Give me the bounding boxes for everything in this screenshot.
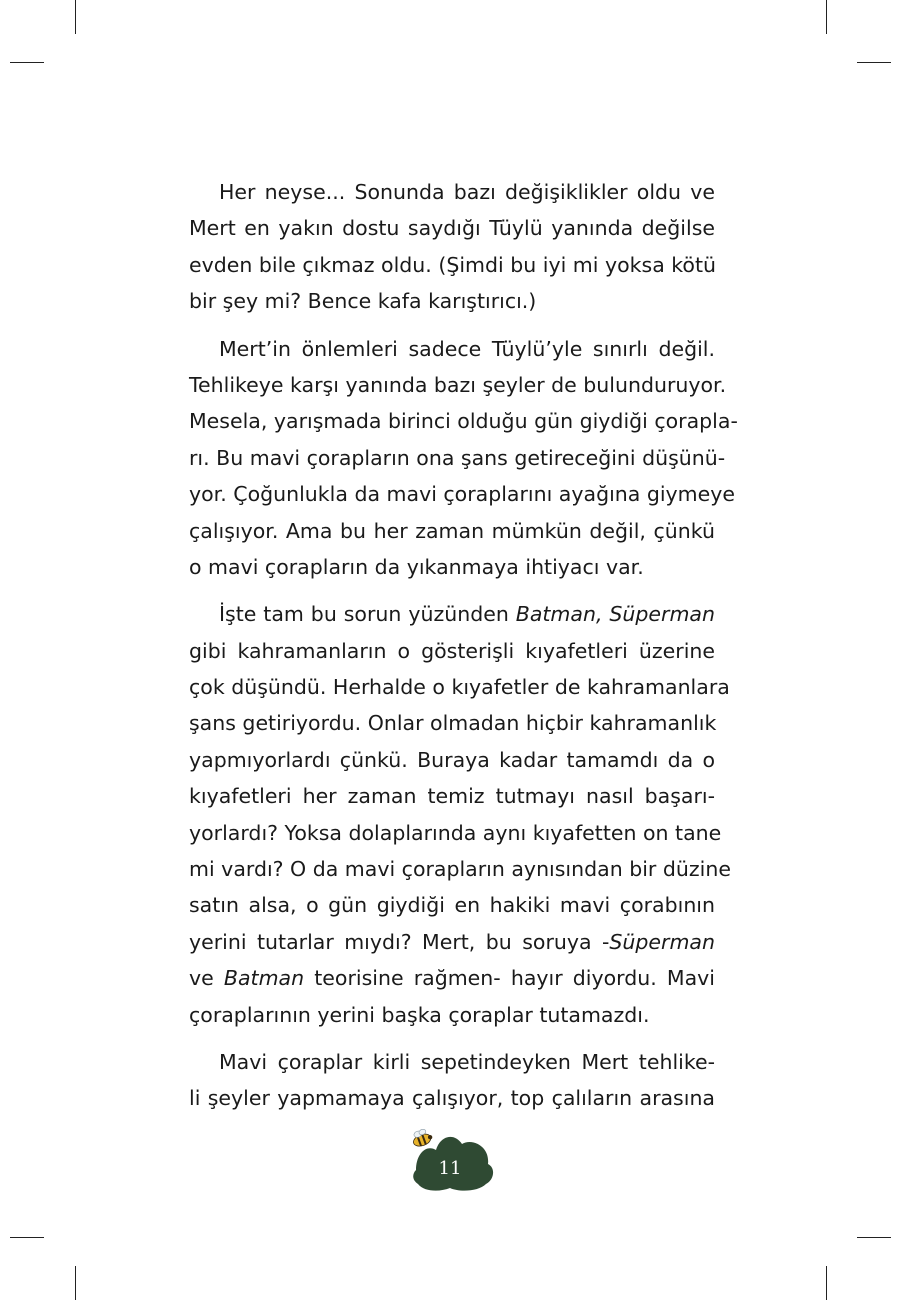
crop-mark-bottom-left bbox=[75, 1266, 76, 1300]
text-line: Tehlikeye karşı yanında bazı şeyler de bulunduruyor. bbox=[189, 372, 727, 397]
text-line: Mert’in önlemleri sadece Tüylü’yle sınırlı değil. bbox=[219, 336, 715, 361]
italic-hero-names: Batman, Süperman bbox=[515, 602, 715, 627]
bee-icon bbox=[410, 1127, 434, 1148]
text-line: o mavi çorapların da yıkanmaya ihtiyacı var. bbox=[189, 554, 644, 579]
paragraph-1 bbox=[189, 174, 715, 320]
text-line: Mavi çoraplar kirli sepetindeyken Mert tehlike- bbox=[219, 1049, 715, 1074]
text-line: şans getiriyordu. Onlar olmadan hiçbir kahramanlık bbox=[189, 711, 717, 736]
crop-mark-right-top bbox=[857, 62, 891, 63]
text-line bbox=[189, 960, 715, 996]
crop-mark-top-left bbox=[75, 0, 76, 34]
text-line: Mesela, yarışmada birinci olduğu gün giydiği çorapla- bbox=[189, 409, 738, 434]
text-segment: ve bbox=[189, 966, 214, 991]
text-line: bir şey mi? Bence kafa karıştırıcı.) bbox=[189, 289, 537, 314]
italic-hero-name: Batman bbox=[223, 966, 305, 991]
text-line: yor. Çoğunlukla da mavi çoraplarını ayağına giymeye bbox=[189, 482, 736, 507]
page-number: 11 bbox=[438, 1158, 462, 1179]
paragraph-3 bbox=[189, 596, 731, 1033]
crop-mark-top-right bbox=[826, 0, 827, 34]
crop-mark-left-bottom bbox=[10, 1237, 44, 1238]
text-line: evden bile çıkmaz oldu. (Şimdi bu iyi mi yoksa kötü bbox=[189, 252, 716, 277]
text-line: kıyafetleri her zaman temiz tutmayı nasıl başarı- bbox=[189, 784, 715, 809]
text-line: çalışıyor. Ama bu her zaman mümkün değil, çünkü bbox=[189, 518, 715, 543]
text-line: gibi kahramanların o gösterişli kıyafetleri üzerine bbox=[189, 638, 715, 663]
body-text bbox=[189, 174, 738, 1117]
text-segment: yerini tutarlar mıydı? Mert, bu soruya - bbox=[189, 929, 610, 954]
crop-mark-right-bottom bbox=[857, 1237, 891, 1238]
page-folio bbox=[402, 1122, 498, 1202]
text-segment: İşte tam bu sorun yüzünden bbox=[219, 602, 509, 627]
paragraph-4 bbox=[189, 1044, 715, 1117]
crop-mark-left-top bbox=[10, 62, 44, 63]
italic-hero-name: Süperman bbox=[609, 929, 715, 954]
text-line: mi vardı? O da mavi çorapların aynısından bir düzine bbox=[189, 857, 731, 882]
text-line: çoraplarının yerini başka çoraplar tutamazdı. bbox=[189, 1002, 650, 1027]
paragraph-gap bbox=[189, 1033, 715, 1044]
text-line: çok düşündü. Herhalde o kıyafetler de kahramanlara bbox=[189, 675, 730, 700]
paragraph-gap bbox=[189, 320, 715, 331]
text-line: rı. Bu mavi çorapların ona şans getireceğini düşünü- bbox=[189, 445, 726, 470]
text-line bbox=[189, 596, 715, 632]
text-line: Her neyse... Sonunda bazı değişiklikler oldu ve bbox=[219, 180, 715, 204]
paragraph-2 bbox=[189, 331, 738, 586]
text-line: satın alsa, o gün giydiği en hakiki mavi çorabının bbox=[189, 893, 715, 918]
text-line: Mert en yakın dostu saydığı Tüylü yanında değilse bbox=[189, 216, 715, 241]
paragraph-gap bbox=[189, 585, 715, 596]
text-segment: teorisine rağmen- hayır diyordu. Mavi bbox=[304, 966, 715, 991]
text-line: li şeyler yapmamaya çalışıyor, top çalıların arasına bbox=[189, 1086, 715, 1111]
text-line: yapmıyorlardı çünkü. Buraya kadar tamamdı da o bbox=[189, 747, 715, 772]
crop-mark-bottom-right bbox=[826, 1266, 827, 1300]
text-line: yorlardı? Yoksa dolaplarında aynı kıyafetten on tane bbox=[189, 820, 722, 845]
text-line bbox=[189, 924, 715, 960]
